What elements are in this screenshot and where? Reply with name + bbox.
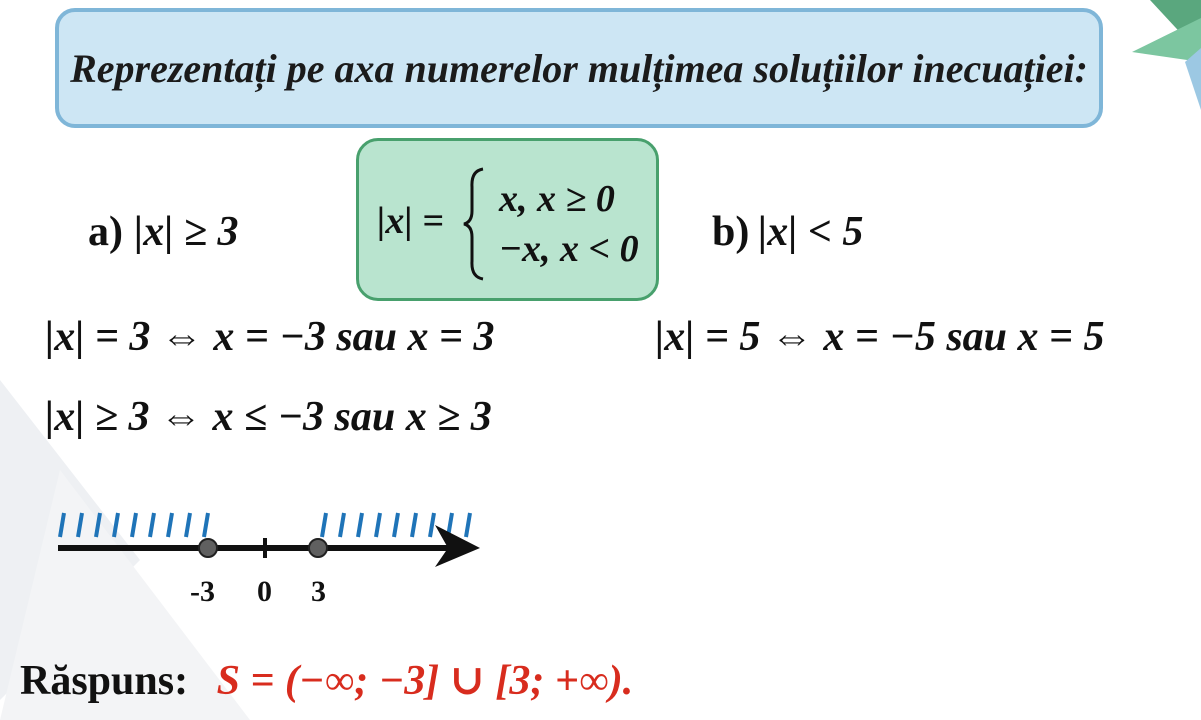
hatch-mark bbox=[412, 513, 416, 537]
definition-case-positive: x, x ≥ 0 bbox=[499, 178, 615, 220]
hatch-mark bbox=[204, 513, 208, 537]
curly-brace-icon bbox=[459, 165, 489, 283]
hatch-mark bbox=[186, 513, 190, 537]
part-a-inequality: |x| ≥ 3 bbox=[134, 209, 239, 255]
hatch-mark bbox=[78, 513, 82, 537]
number-line bbox=[40, 495, 500, 620]
definition-lhs: |x| = bbox=[377, 200, 444, 242]
answer-label: Răspuns: bbox=[20, 658, 189, 704]
part-a-inequality-step: |x| ≥ 3 ⇔ x ≤ −3 sau x ≥ 3 bbox=[45, 394, 492, 440]
part-a-equation-step: |x| = 3 ⇔ x = −3 sau x = 3 bbox=[45, 314, 495, 360]
hatch-mark bbox=[430, 513, 434, 537]
tick-label-minus-3: -3 bbox=[190, 575, 215, 608]
title-box bbox=[55, 8, 1103, 128]
absolute-value-definition-box bbox=[356, 138, 659, 301]
corner-shape-light-green bbox=[1132, 18, 1201, 62]
part-b-inequality: |x| < 5 bbox=[758, 209, 864, 255]
point-plus-3 bbox=[309, 539, 327, 557]
hatch-mark bbox=[358, 513, 362, 537]
hatch-mark bbox=[322, 513, 326, 537]
definition-case-negative: −x, x < 0 bbox=[499, 228, 639, 270]
hatch-mark bbox=[168, 513, 172, 537]
hatch-mark bbox=[132, 513, 136, 537]
hatch-mark bbox=[96, 513, 100, 537]
tick-label-0: 0 bbox=[257, 575, 272, 608]
answer-line bbox=[20, 655, 633, 705]
hatch-mark bbox=[376, 513, 380, 537]
answer-set: S = (−∞; −3] ∪ [3; +∞). bbox=[216, 658, 634, 704]
tick-label-3: 3 bbox=[311, 575, 326, 608]
part-a-label: a) bbox=[88, 209, 123, 255]
part-b-label: b) bbox=[712, 209, 750, 255]
point-minus-3 bbox=[199, 539, 217, 557]
hatch-mark bbox=[394, 513, 398, 537]
title-text: Reprezentați pe axa numerelor mulțimea soluțiilor inecuației: bbox=[70, 45, 1088, 91]
hatch-mark bbox=[114, 513, 118, 537]
hatch-left-ray bbox=[60, 513, 208, 537]
hatch-mark bbox=[150, 513, 154, 537]
hatch-mark bbox=[60, 513, 64, 537]
part-b-equation-step: |x| = 5 ⇔ x = −5 sau x = 5 bbox=[655, 314, 1105, 360]
hatch-mark bbox=[466, 513, 470, 537]
hatch-mark bbox=[340, 513, 344, 537]
